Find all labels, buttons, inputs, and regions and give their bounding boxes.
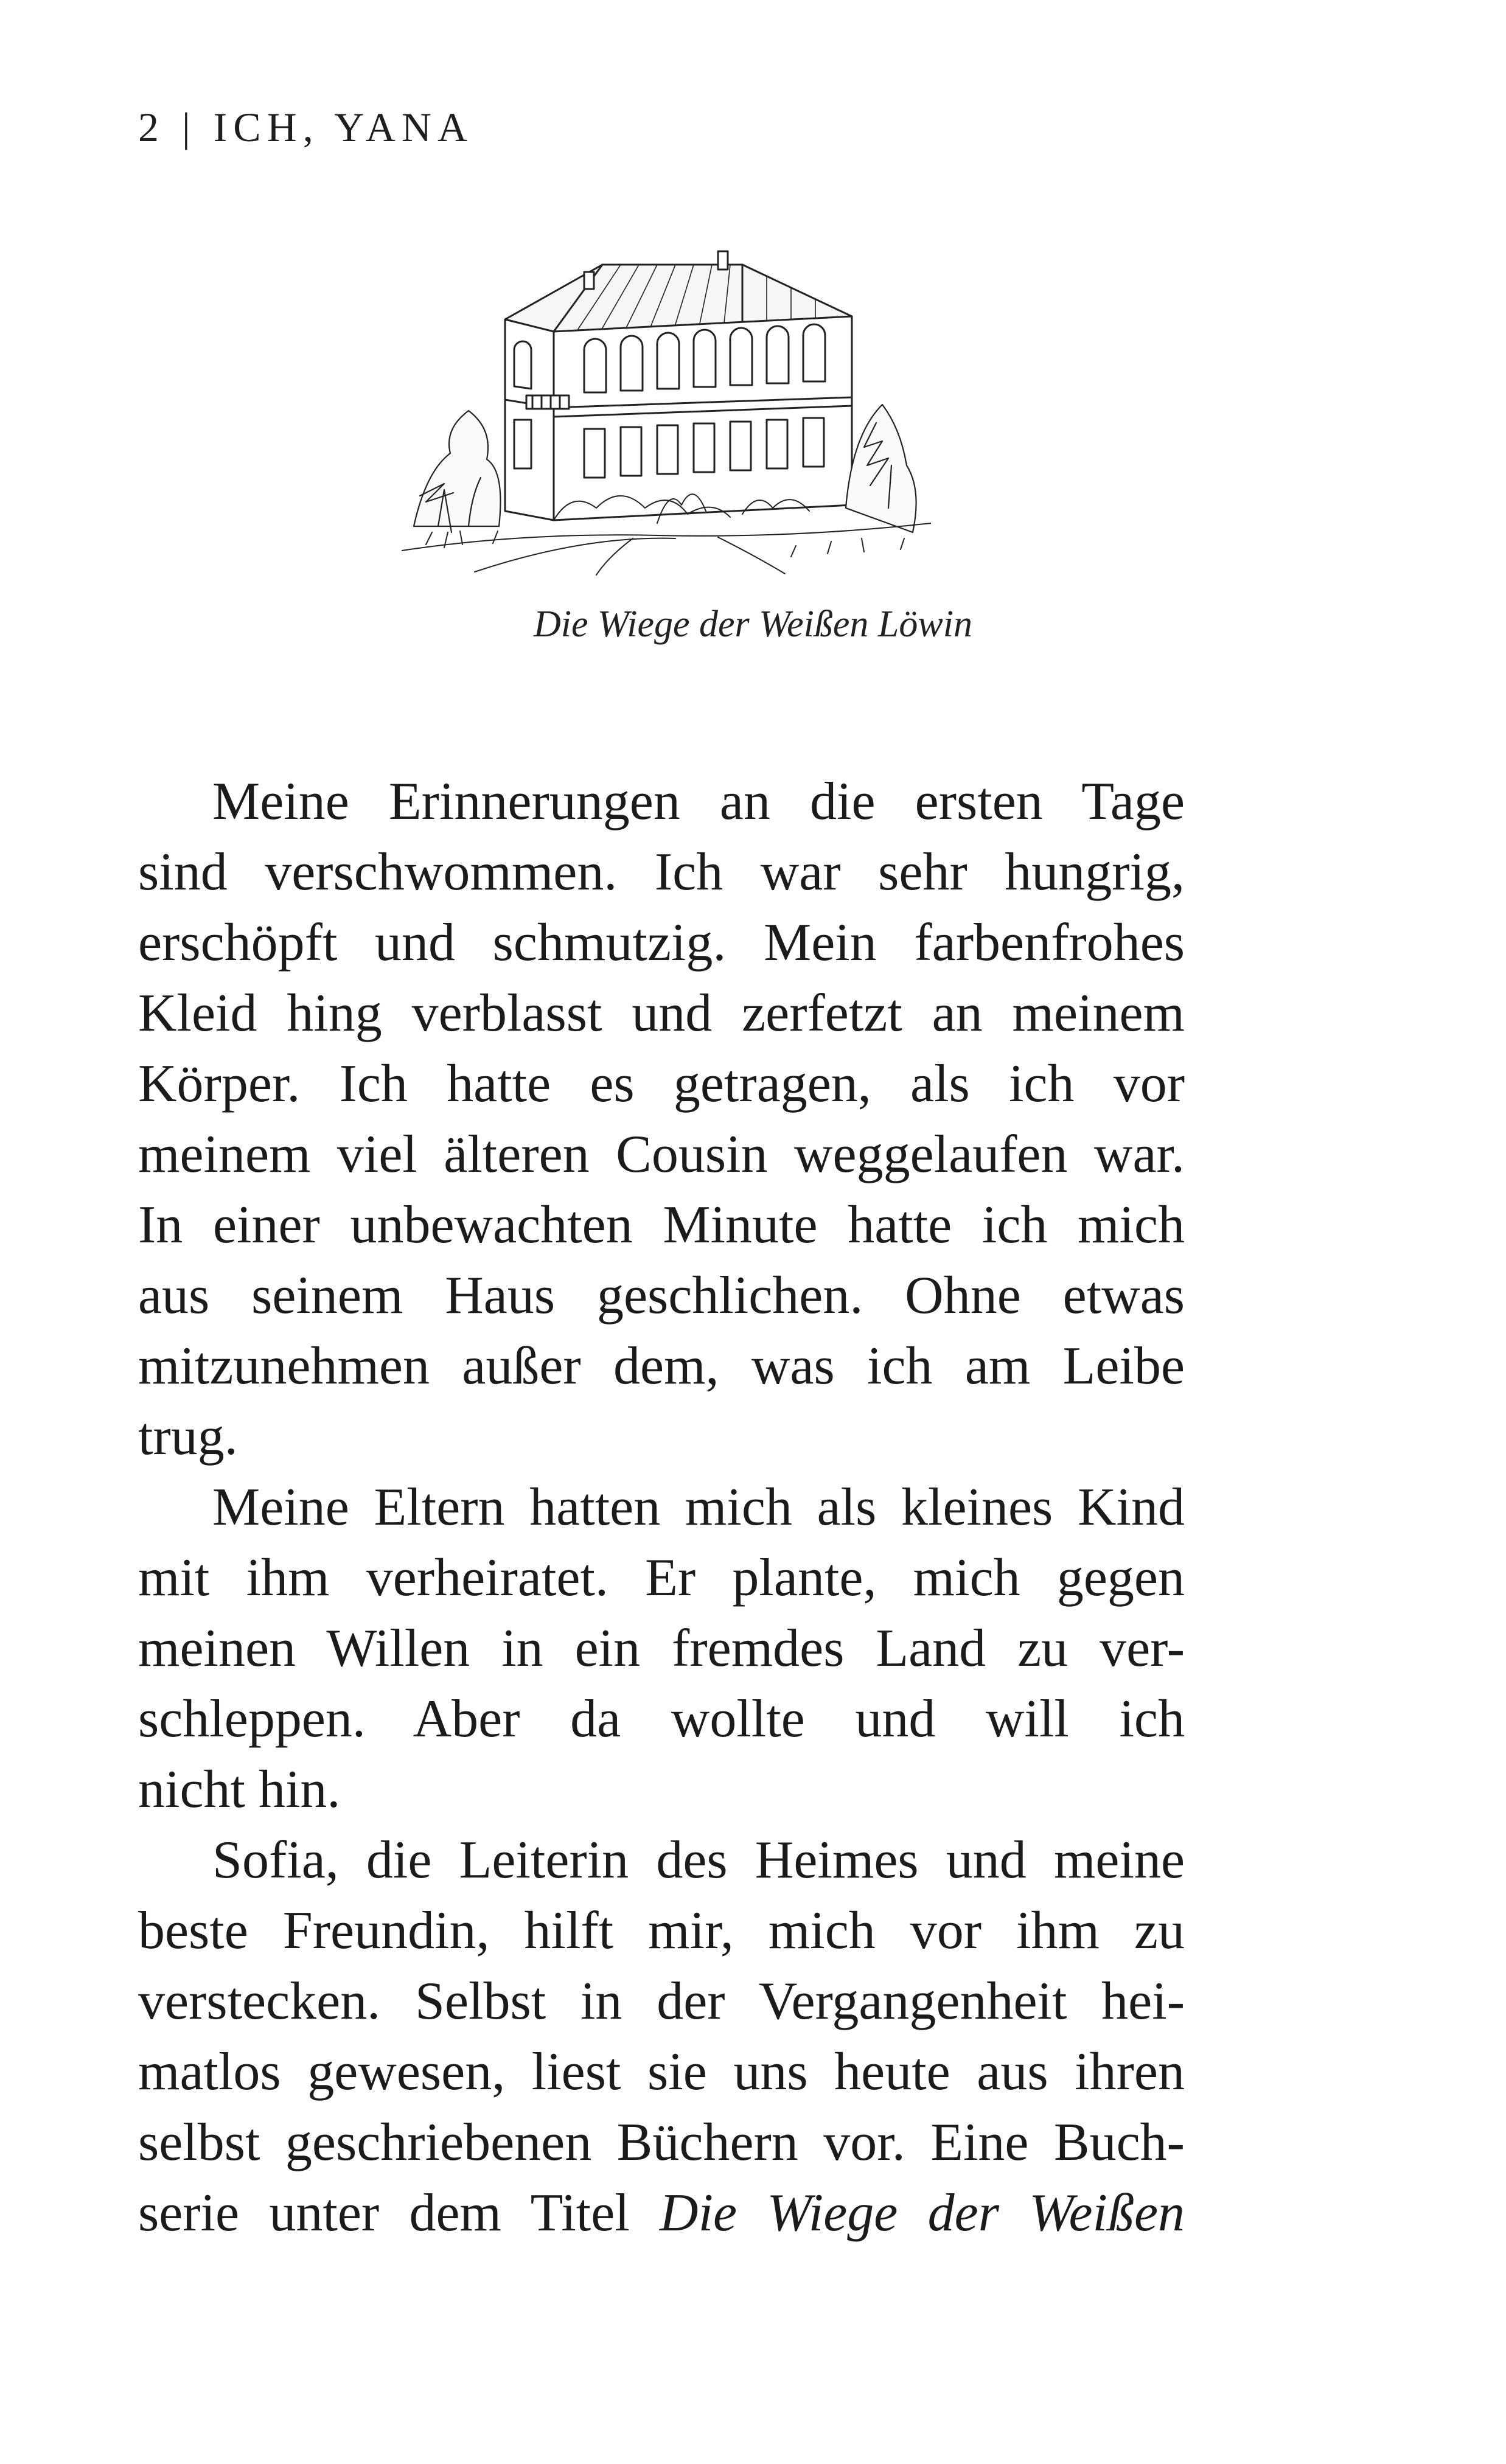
text-line: Kleid hing verblasst und zerfetzt an meinem [138,984,1185,1043]
text-line-mixed [138,2178,1185,2249]
text-line: matlos gewesen, liest sie uns heute aus ihren [138,2042,1185,2101]
text-line: mit ihm verheiratet. Er plante, mich gegen [138,1548,1185,1607]
text-line: trug. [138,1407,238,1466]
body-text [138,767,1185,2249]
text-line: Meine Eltern hatten mich als kleines Kind [212,1478,1185,1537]
text-line: beste Freundin, hilft mir, mich vor ihm zu [138,1901,1185,1960]
text-line: verstecken. Selbst in der Vergangenheit hei- [138,1972,1185,2031]
line-regular-segment: serie unter dem Titel [138,2184,660,2243]
text-line: Meine Erinnerungen an die ersten Tage [212,772,1185,831]
text-line: erschöpft und schmutzig. Mein farbenfrohes [138,913,1185,972]
text-line: sind verschwommen. Ich war sehr hungrig, [138,843,1185,902]
text-line: meinem viel älteren Cousin weggelaufen war. [138,1125,1185,1184]
figure-caption: Die Wiege der Weißen Löwin [534,604,972,645]
text-line: nicht hin. [138,1760,341,1819]
text-line: schleppen. Aber da wollte und will ich [138,1690,1185,1749]
text-line: In einer unbewachten Minute hatte ich mich [138,1195,1185,1255]
text-line: mitzunehmen außer dem, was ich am Leibe [138,1337,1185,1396]
text-line: Körper. Ich hatte es getragen, als ich vor [138,1054,1185,1113]
text-line: aus seinem Haus geschlichen. Ohne etwas [138,1266,1185,1325]
house-sketch-illustration [402,240,931,578]
book-title-italic: Die Wiege der Weißen [660,2184,1185,2243]
text-line: meinen Willen in ein fremdes Land zu ver- [138,1619,1185,1678]
page-number: 2 [138,104,165,150]
paragraph [138,1825,1185,2249]
paragraph [138,767,1185,1472]
running-title: ICH, YANA [213,104,474,150]
running-head [138,106,473,148]
paragraph [138,1472,1185,1825]
header-separator: | [182,104,197,150]
text-line: Sofia, die Leiterin des Heimes und meine [212,1831,1185,1890]
text-line: selbst geschriebenen Büchern vor. Eine Buch- [138,2113,1185,2172]
